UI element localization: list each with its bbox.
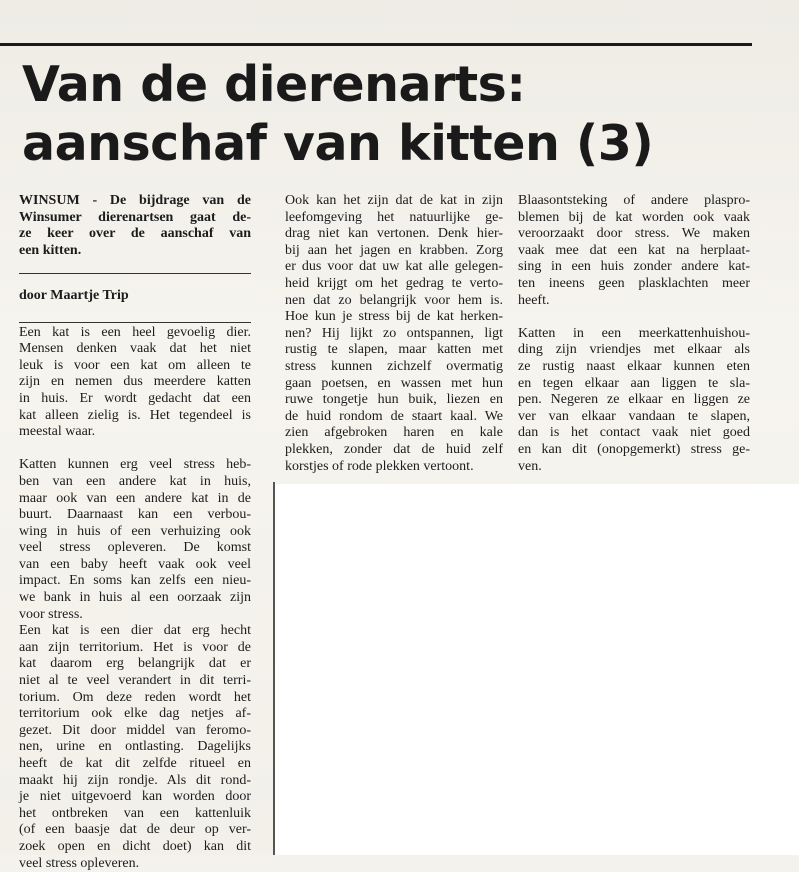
text-line: vaak mee dat een kat na herplaat- [518,242,750,258]
text-line: gezet. Dit door middel van feromo- [19,722,251,738]
text-line: ven. [518,458,542,474]
text-line: veel stress opleveren. [19,855,140,871]
text-line: Mensen denken vaak dat het niet [19,341,251,357]
text-line: ver van elkaar vandaan te slapen, [518,408,750,424]
lead-line: Winsumer dierenartsen gaat de- [19,209,251,225]
lead-line: WINSUM - De bijdrage van de [19,193,251,208]
text-line: heeft. [518,292,550,308]
body-paragraph [19,623,251,872]
text-line: zijn en nemen dus meerdere katten [19,374,251,390]
headline [22,55,653,173]
article-column-3 [518,193,750,475]
text-line: leefomgeving het natuurlijke ge- [285,209,503,225]
text-line: zoek open en dicht doet) kan dit [19,838,251,854]
text-line: gaan poetsen, en wassen met hun [285,375,503,391]
text-line: wing in huis of een verhuizing ook [19,523,251,539]
top-rule [0,43,752,46]
text-line: plekken, zonder dat de huid zelf [285,441,503,457]
headline-line-1: Van de dierenarts: [22,56,526,113]
text-line: rustig te slapen, maar katten met [285,342,503,358]
text-line: in huis. Er wordt gedacht dat een [19,390,251,406]
text-line: Ook kan het zijn dat de kat in zijn [285,193,503,208]
text-line: bij aan het jagen en krabben. Zorg [285,242,503,258]
text-line: je niet uitgevoerd kan worden door [19,789,251,805]
text-line: aan zijn territorium. Het is voor de [19,639,251,655]
text-line: nen? Hij lijkt zo ontspannen, ligt [285,325,503,341]
text-line: sing in een huis zonder andere kat- [518,259,750,275]
text-line: impact. En soms kan zelfs een nieu- [19,573,251,589]
cut-edge-vertical [273,482,275,855]
text-line: en tegen elkaar aan liggen te sla- [518,375,750,391]
text-line: de huid rondom de staart kaal. We [285,408,503,424]
cut-out-blank-area [275,484,799,855]
text-line: torium. Om deze reden wordt het [19,689,251,705]
text-line: maakt hij zijn rondje. Als dit rond- [19,772,251,788]
text-line: blemen bij de kat worden ook vaak [518,209,750,225]
text-line: pen. Negeren ze elkaar en liggen ze [518,392,750,408]
text-line: ze rustig naast elkaar kunnen eten [518,358,750,374]
text-line: leuk is voor een kat om alleen te [19,357,251,373]
text-line: er dus voor dat uw kat alle gelegen- [285,259,503,275]
text-line: het ontbreken van een kattenluik [19,805,251,821]
body-paragraph [518,326,750,475]
body-paragraph [19,325,251,441]
text-line: buurt. Daarnaast kan een verbou- [19,507,251,523]
text-line: (of een baasje dat de deur op ver- [19,822,251,838]
text-line: Katten in een meerkattenhuishou- [518,325,750,341]
text-line: korstjes of rode plekken vertoont. [285,458,474,474]
text-line: heid krijgt om het gedrag te verto- [285,275,503,291]
text-line: zien afgebroken haren en kale [285,425,503,441]
text-line: maar ook van een andere kat in de [19,490,251,506]
text-line: niet al te veel verandert in dit terri- [19,673,251,689]
text-line: veel stress opleveren. De komst [19,540,251,556]
byline: door Maartje Trip [19,288,129,304]
article-column-2 [285,193,503,475]
text-line: Een kat is een heel gevoelig dier. [19,324,251,340]
text-line: Hoe kun je stress bij de kat herken- [285,309,503,325]
text-line: ten ineens geen plasklachten meer [518,275,750,291]
body-paragraph [19,457,251,623]
text-line: voor stress. [19,606,83,622]
text-line: ding zijn vriendjes met elkaar als [518,342,750,358]
lead-line: ze keer over de aanschaf van [19,226,251,242]
text-line: stress kunnen zichzelf overmatig [285,358,503,374]
body-paragraph [518,193,750,309]
text-line: kat daarom erg belangrijk dat er [19,656,251,672]
text-line: drag niet kan vertonen. Denk hier- [285,226,503,242]
lead-paragraph [19,193,251,259]
text-line: nen, urine en ontlasting. Dagelijks [19,739,251,755]
text-line: dan is het contact vaak niet goed [518,425,750,441]
text-line: en kan dit (onopgemerkt) stress ge- [518,441,750,457]
lead-divider [19,273,251,274]
text-line: Katten kunnen erg veel stress heb- [19,457,251,473]
byline-divider [19,322,251,323]
text-line: territorium ook elke dag netjes af- [19,706,251,722]
text-line: ben van een andere kat in huis, [19,473,251,489]
text-line: meestal waar. [19,424,96,440]
text-line: heeft de kat dit zelfde ritueel en [19,756,251,771]
article-column-1 [19,193,251,872]
headline-line-2: aanschaf van kitten (3) [22,115,654,172]
body-paragraph [285,193,503,475]
text-line: Een kat is een dier dat erg hecht [19,623,251,639]
text-line: nen dat zo belangrijk voor hem is. [285,292,503,308]
text-line: we bank in huis al een oorzaak zijn [19,590,251,606]
text-line: ruwe tongetje hun buik, liezen en [285,392,503,408]
text-line: Blaasontsteking of andere plaspro- [518,193,750,208]
text-line: kat alleen zielig is. Het tegendeel is [19,407,251,423]
text-line: veroorzaakt door stress. We maken [518,226,750,242]
lead-line: een kitten. [19,242,82,258]
text-line: van een baby heeft vaak ook veel [19,556,251,572]
